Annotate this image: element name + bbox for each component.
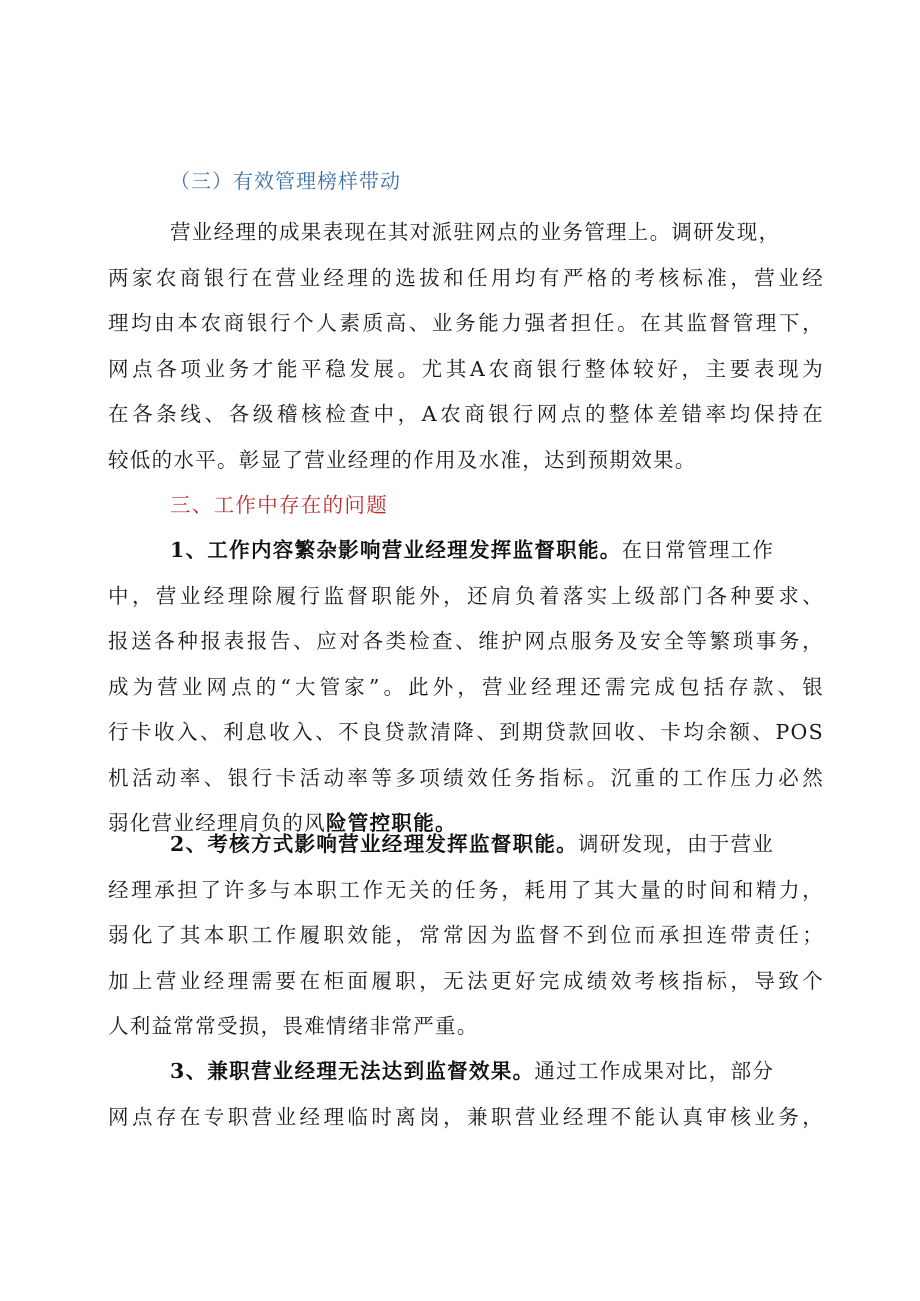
paragraph-line: 在各条线、各级稽核检查中，A农商银行网点的整体差错率均保持在 bbox=[108, 402, 824, 426]
paragraph-line: 中，营业经理除履行监督职能外，还肩负着落实上级部门各种要求、 bbox=[108, 583, 824, 608]
paragraph-line: 弱化了其本职工作履职效能，常常因为监督不到位而承担连带责任； bbox=[108, 923, 824, 947]
paragraph-line: 营业经理的成果表现在其对派驻网点的业务管理上。调研发现， bbox=[170, 220, 781, 244]
paragraph-line: 两家农商银行在营业经理的选拔和任用均有严格的考核标准，营业经 bbox=[108, 265, 824, 290]
item-lead: 1、工作内容繁杂影响营业经理发挥监督职能。 bbox=[170, 538, 622, 562]
item-first-rest: 通过工作成果对比，部分 bbox=[534, 1059, 775, 1083]
subsection-heading: （三）有效管理榜样带动 bbox=[170, 169, 401, 193]
problem-item-3 bbox=[108, 1049, 824, 1140]
item-first-rest: 在日常管理工作 bbox=[621, 538, 775, 562]
problem-item-1 bbox=[108, 528, 824, 847]
item-last-plain: 弱化营业经理肩负的风 bbox=[108, 811, 326, 835]
section-heading-block bbox=[108, 483, 824, 529]
paragraph-effective-management bbox=[108, 210, 824, 483]
item-first-line bbox=[108, 528, 824, 574]
item-first-rest: 调研发现，由于营业 bbox=[577, 832, 775, 856]
paragraph-line: 加上营业经理需要在柜面履职，无法更好完成绩效考核指标，导致个 bbox=[108, 968, 824, 993]
paragraph-line: 网点各项业务才能平稳发展。尤其A农商银行整体较好，主要表现为 bbox=[108, 356, 824, 381]
paragraph-line: 成为营业网点的“大管家”。此外，营业经理还需完成包括存款、银 bbox=[108, 674, 824, 699]
item-first-line bbox=[108, 1049, 824, 1095]
paragraph-line: 机活动率、银行卡活动率等多项绩效任务指标。沉重的工作压力必然 bbox=[108, 765, 824, 790]
problem-item-2 bbox=[108, 822, 824, 1050]
item-lead: 2、考核方式影响营业经理发挥监督职能。 bbox=[170, 832, 578, 856]
item-lead: 3、兼职营业经理无法达到监督效果。 bbox=[170, 1059, 535, 1083]
paragraph-line: 报送各种报表报告、应对各类检查、维护网点服务及安全等繁琐事务， bbox=[108, 629, 824, 653]
paragraph-line: 经理承担了许多与本职工作无关的任务，耗用了其大量的时间和精力， bbox=[108, 877, 824, 902]
item-last-bold: 险管控职能。 bbox=[326, 811, 457, 835]
paragraph-line: 网点存在专职营业经理临时离岗，兼职营业经理不能认真审核业务， bbox=[108, 1104, 824, 1129]
section-heading: 三、工作中存在的问题 bbox=[170, 493, 388, 517]
paragraph-line: 行卡收入、利息收入、不良贷款清降、到期贷款回收、卡均余额、POS bbox=[108, 720, 824, 744]
paragraph-line: 较低的水平。彰显了营业经理的作用及水准，达到预期效果。 bbox=[108, 447, 697, 472]
paragraph-line: 理均由本农商银行个人素质高、业务能力强者担任。在其监督管理下， bbox=[108, 311, 824, 335]
item-first-line bbox=[108, 822, 824, 868]
paragraph-line: 人利益常常受损，畏难情绪非常严重。 bbox=[108, 1014, 479, 1038]
